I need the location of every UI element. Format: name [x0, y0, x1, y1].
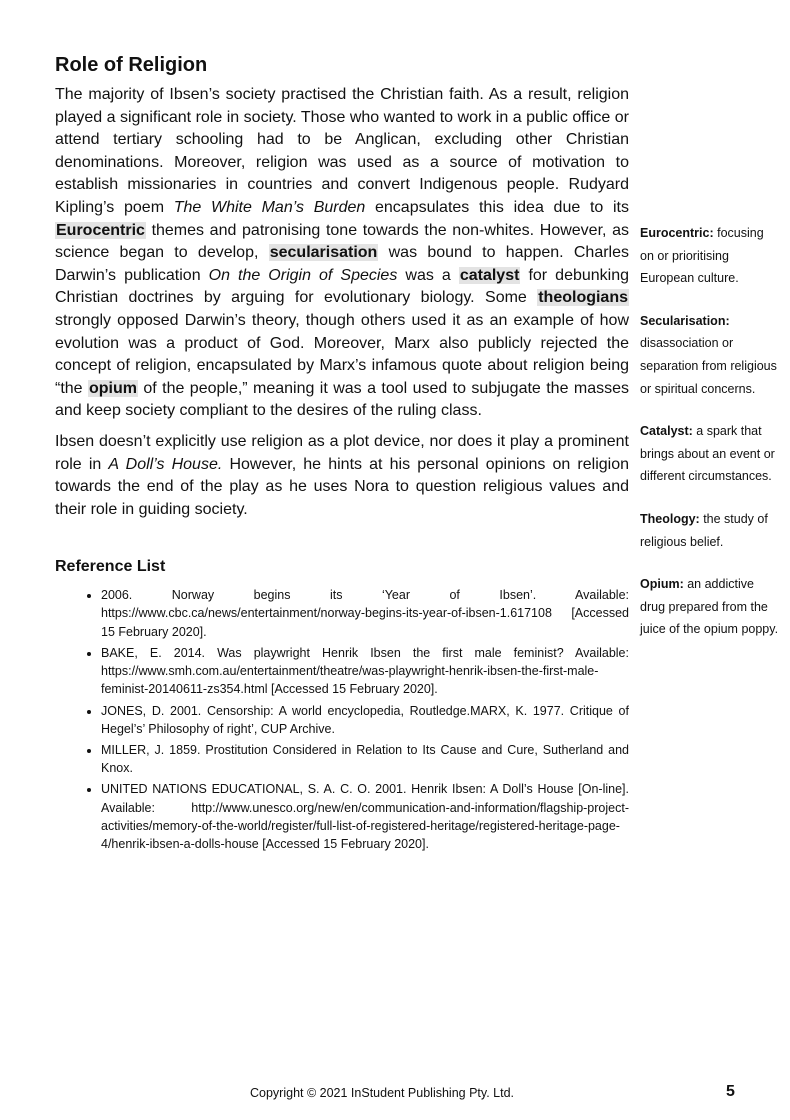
reference-list — [55, 586, 629, 853]
reference-list-title: Reference List — [55, 558, 166, 576]
reference-item: • BAKE, E. 2014. Was playwright Henrik Ibsen the first male feminist? Available: https://www.smh.com.au/entertainment/theatre/was-playwright-henrik-ibsen-the-first-male-feminist-20140611-zs354.html [Accessed 15 February 2020]. — [101, 644, 629, 699]
paragraph-text: encapsulates this idea due to its — [365, 198, 629, 216]
page-number: 5 — [726, 1083, 735, 1100]
glossary-entry — [640, 508, 780, 553]
glossary-term: Theology: — [640, 511, 700, 526]
paragraph-text: of the people,” meaning it was a tool used to subjugate the masses and keep society compliant to the desires of the ruling class. — [55, 379, 630, 420]
glossary-entry — [640, 222, 780, 290]
paragraph-text: strongly opposed Darwin’s theory, though others used it as an example of how evolution was a product of God. Moreover, Marx also publicly rejected the concept of religion, encapsulated by Marx’s infamous quote about religion being “the — [55, 311, 629, 397]
glossary-entry — [640, 310, 780, 400]
glossary-term: Opium: — [640, 577, 684, 592]
glossary-term: Secularisation: — [640, 313, 730, 328]
glossary-entry — [640, 420, 780, 488]
paragraph-text: for debunking Christian doctrines by arguing for evolutionary biology. Some — [55, 266, 630, 307]
paragraph-text: Ibsen doesn’t explicitly use religion as a plot device, nor does it play a prominent role in — [55, 432, 629, 473]
paragraph-text: was bound to happen. Charles Darwin’s publication — [55, 244, 630, 284]
paragraph-text: was a — [397, 266, 459, 284]
reference-item: • JONES, D. 2001. Censorship: A world encyclopedia, Routledge.MARX, K. 1977. Critique of Hegel’s’ Philosophy of right’, CUP Archive. — [101, 702, 629, 738]
glossary-definition: disassociation or separation from religious or spiritual concerns. — [640, 336, 777, 396]
reference-item: • 2006. Norway begins its ‘Year of Ibsen’. Available: https://www.cbc.ca/news/entertainment/norway-begins-its-year-of-ibsen-1.617108 [Accessed 15 February 2020]. — [101, 586, 629, 641]
highlighted-term: theologians — [538, 289, 628, 307]
highlighted-term: opium — [88, 379, 137, 397]
glossary-entry — [640, 573, 780, 641]
main-column — [55, 52, 629, 856]
glossary-term: Eurocentric: — [640, 226, 714, 240]
highlighted-term: secularisation — [269, 244, 378, 262]
paragraph-text: However, he hints at his personal opinions on religion towards the end of the play as he uses Nora to question religious values and their role in guiding society. — [55, 455, 630, 518]
highlighted-term: Eurocentric — [56, 221, 145, 239]
page-title: Role of Religion — [55, 54, 208, 76]
glossary-definition: the study of religious belief. — [640, 511, 768, 549]
highlighted-term: catalyst — [459, 266, 520, 284]
glossary-definition: a spark that brings about an event or different circumstances. — [640, 424, 775, 484]
glossary-definition: an addictive drug prepared from the juice of the opium poppy. — [640, 577, 779, 637]
body-paragraph-2 — [55, 431, 629, 521]
italic-title: The White Man’s Burden — [173, 198, 366, 216]
italic-title: A Doll’s House. — [108, 455, 223, 473]
glossary-sidebar — [640, 222, 780, 661]
italic-title: On the Origin of Species — [208, 266, 398, 284]
body-paragraph-1 — [55, 84, 629, 423]
reference-item: • MILLER, J. 1859. Prostitution Considered in Relation to Its Cause and Cure, Sutherland and Knox. — [101, 741, 629, 777]
glossary-term: Catalyst: — [640, 424, 693, 439]
reference-item: • UNITED NATIONS EDUCATIONAL, S. A. C. O. 2001. Henrik Ibsen: A Doll’s House [On-line]. Available: http://www.unesco.org/new/en/communication-and-information/flagship-project-activities/memory-of-the-world/register/full-list-of-registered-heritage/registered-heritage-page-4/henrik-ibsen-a-dolls-house [Accessed 15 February 2020]. — [101, 780, 629, 853]
paragraph-text: themes and patronising tone towards the non-whites. However, as science began to develop, — [55, 221, 629, 262]
paragraph-text: The majority of Ibsen’s society practised the Christian faith. As a result, religion played a significant role in society. Those who wanted to work in a public office or attend tertiary schooling had to be Anglican, excluding other Christian denominations. Moreover, religion was used as a source of motivation to establish missionaries in countries and convert Indigenous people. Rudyard Kipling’s poem — [55, 86, 629, 216]
copyright-text: Copyright © 2021 InStudent Publishing Pty. Ltd. — [250, 1086, 515, 1100]
glossary-definition: focusing on or prioritising European culture. — [640, 226, 764, 286]
